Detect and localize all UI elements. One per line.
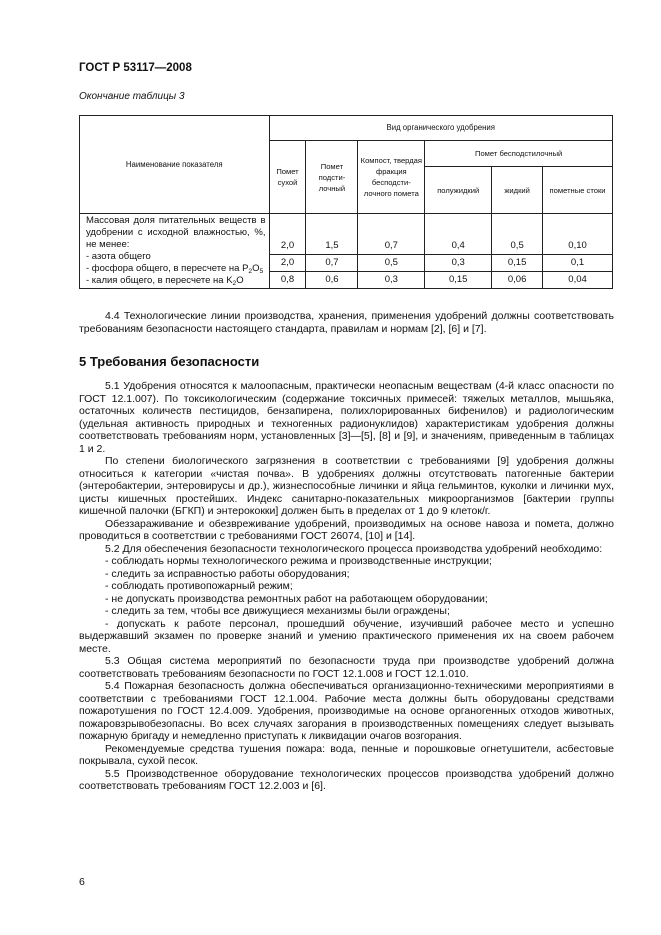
para-5-1-bio: По степени биологического загрязнения в соответствии с требованиями [9] удобрения должны относиться к категории «чистая почва». В удобрениях должны отсутствовать патогенные бактерии (энтеробактерии, энтеровирусы и др.), жизнеспособные личинки и яйца гельминтов, куколки и личинки мух, цисты кишечных простейших. Индекс санитарно-показательных микроорганизмов [бактерии группы кишечной палочки (БГКП) и энтерококки] должен быть в пределах от 1 до 9 клеток/г.: [79, 455, 614, 517]
para-5-1: 5.1 Удобрения относятся к малоопасным, практически неопасным веществам (4-й класс опасности по ГОСТ 12.1.007). По токсикологическим (содержание токсичных примесей: тяжелых металлов, мышьяка, остаточных количеств пестицидов, бензапирена, полихлорированных бифенилов) и радиологическим (удельная активность природных и техногенных радионуклидов) характеристикам удобрения должны соответствовать требованиям норм, установленных [3]—[5], [8] и [9], и значениям, приведенным в таблицах 1 и 2.: [79, 380, 614, 455]
doc-header: ГОСТ Р 53117—2008: [79, 62, 192, 74]
cell: 0,4: [451, 240, 465, 251]
cell: 2,0: [280, 240, 295, 251]
list-item: - следить за исправностью работы оборудования;: [105, 567, 350, 580]
row-name-kaliy: - калия общего, в пересчете на $K_2O$: [86, 275, 244, 287]
list-item: - не допускать производства ремонтных работ на работающем оборудовании;: [105, 592, 488, 605]
table-intro: Массовая доля питательных веществ в удобрении с исходной влажностью, %, не менее:: [86, 215, 266, 250]
list-item: - следить за тем, чтобы все движущиеся механизмы были ограждены;: [105, 605, 450, 617]
cell: 0,3: [358, 271, 424, 288]
row-name-azot: - азота общего: [86, 251, 151, 262]
col-header-pometnye-stoki: пометные стоки: [543, 167, 613, 214]
col-values-4: [492, 214, 543, 289]
para-5-4-extinguishing: Рекомендуемые средства тушения пожара: вода, пенные и порошковые огнетушители, асбестовые покрывала, сухой песок.: [79, 742, 614, 767]
cell: 0,6: [306, 271, 357, 288]
cell: 0,5: [510, 240, 524, 251]
col-header-name: Наименование показателя: [80, 116, 270, 214]
table-row-names: [80, 214, 270, 289]
para-5-1-disinfection: Обеззараживание и обезвреживание удобрений, производимых на основе навоза и помета, должно проводиться в соответствии с требованиями ГОСТ 26074, [10] и [14].: [79, 517, 614, 542]
list-item: - соблюдать противопожарный режим;: [105, 580, 293, 592]
cell: 0,8: [270, 271, 306, 288]
cell: 0,3: [425, 254, 491, 271]
cell: 0,15: [425, 271, 491, 288]
cell: 0,15: [492, 254, 542, 271]
para-4-4: 4.4 Технологические линии производства, хранения, применения удобрений должны соответствовать требованиям безопасности настоящего стандарта, правилам и нормам [2], [6] и [7].: [79, 310, 614, 335]
cell: 0,5: [358, 254, 424, 271]
col-header-subgroup: Помет бесподстилочный: [425, 141, 613, 167]
list-item: - соблюдать нормы технологического режима и производственные инструкции;: [105, 555, 492, 567]
cell: 1,5: [325, 240, 339, 251]
para-5-3: 5.3 Общая система мероприятий по безопасности труда при производстве удобрений должна соответствовать требованиям безопасности по ГОСТ 12.1.008 и ГОСТ 12.1.010.: [79, 655, 614, 680]
col-header-pomet-sukhoi: Помет сухой: [269, 141, 306, 214]
row-name-fosfor: - фосфора общего, в пересчете на $P_2O_5$: [86, 263, 264, 275]
para-5-5: 5.5 Производственное оборудование технологических процессов производства удобрений должно соответствовать требованиям ГОСТ 12.2.003 и [6].: [79, 767, 614, 792]
cell: 0,10: [568, 240, 587, 251]
table-3: [79, 115, 613, 289]
list-item: - допускать к работе персонал, прошедший обучение, изучивший рабочее место и успешно выдержавший экзамен по проверке знаний и умению практического применения их на своем рабочем месте.: [79, 617, 614, 655]
section-5-title: 5 Требования безопасности: [79, 354, 260, 369]
col-values-1: [306, 214, 358, 289]
table-caption: Окончание таблицы 3: [79, 91, 185, 102]
page-number: 6: [79, 876, 85, 888]
cell: 0,06: [492, 271, 542, 288]
col-header-group: Вид органического удобрения: [269, 116, 612, 141]
para-4-4-block: [79, 310, 614, 335]
col-header-jidkiy: жидкий: [492, 167, 543, 214]
para-5-4: 5.4 Пожарная безопасность должна обеспечиваться организационно-техническими мероприятиями в соответствии с требованиями ГОСТ 12.1.004. Рабочие места должны быть оборудованы средствами пожаротушения по ГОСТ 12.4.009. Удобрения, производимые на основе органогенных отходов животных, пожаровзрывобезопасны. Во всех случаях загорания в производственных помещениях следует вызывать пожарную бригаду и немедленно приступать к ликвидации очагов возгорания.: [79, 680, 614, 742]
col-values-3: [425, 214, 492, 289]
col-values-0: [269, 214, 306, 289]
cell: 0,7: [384, 240, 398, 251]
col-header-polujidkiy: полужидкий: [425, 167, 492, 214]
section-5-body: [79, 380, 614, 793]
cell: 0,1: [543, 254, 612, 271]
col-values-5: [543, 214, 613, 289]
col-header-pomet-podstilochny: Помет подсти-лочный: [306, 141, 358, 214]
cell: 0,7: [306, 254, 357, 271]
cell: 0,04: [543, 271, 612, 288]
cell: 2,0: [270, 254, 306, 271]
para-5-2: 5.2 Для обеспечения безопасности технологического процесса производства удобрений необходимо:: [105, 542, 603, 555]
col-values-2: [358, 214, 425, 289]
col-header-kompost: Компост, твердая фракция бесподсти-лочного помета: [358, 141, 425, 214]
